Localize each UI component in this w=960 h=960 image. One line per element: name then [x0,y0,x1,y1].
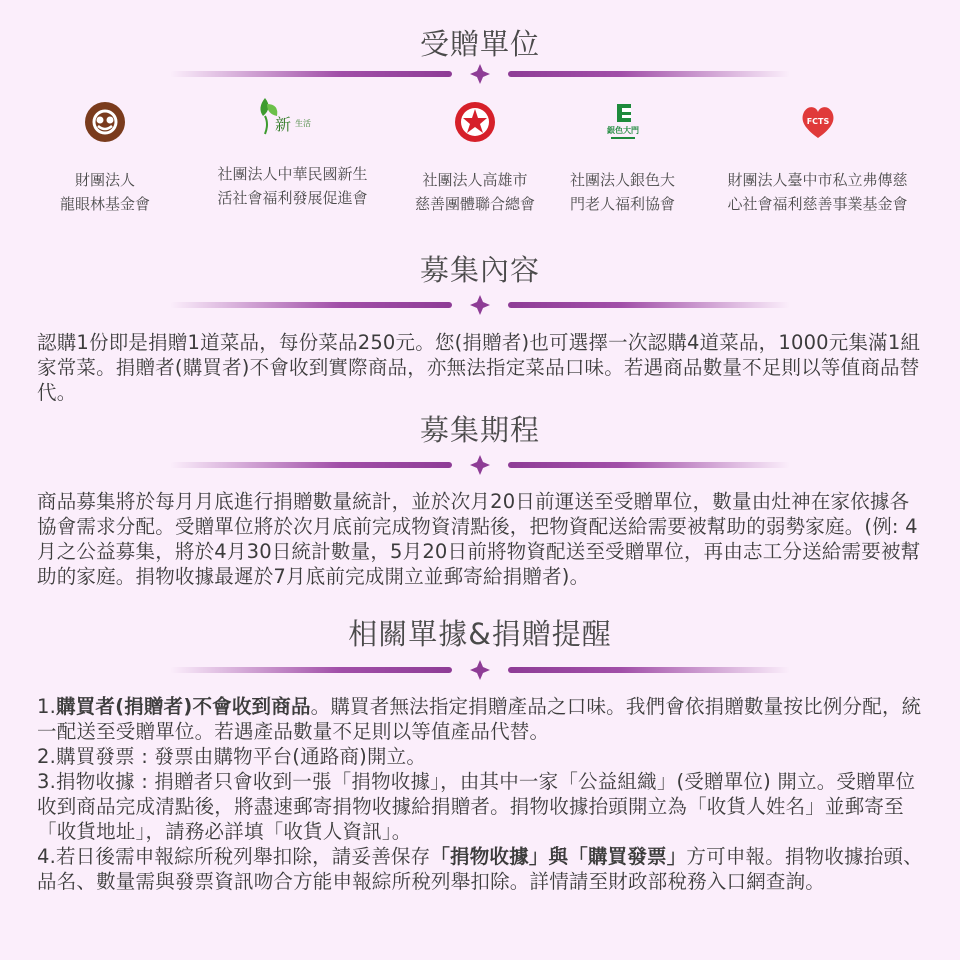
org-name-line1: 社團法人高雄市 [422,171,528,189]
org-name-line2: 慈善團體聯合總會 [414,195,535,213]
org-silver-gate [555,100,690,216]
recipients-title: 受贈單位 [419,27,540,61]
period-text: 商品募集將於每月月底進行捐贈數量統計，並於次月20日前運送至受贈單位，數量由灶神在家依據各協會需求分配。受贈單位將於次月底前完成物資清點後，把物資配送給需要被幫助的弱勢家庭。(例: 4月之公益募集，將於4月30日統計數量，5月20日前將物資配送至受贈單位，再由志工分送給需要被幫助的家庭。捐物收據最遲於7月底前完成開立並郵寄給捐贈者)。 [37,490,921,588]
section-divider [170,295,790,315]
kaohsiung-charity-logo-icon [453,100,497,144]
note-2: 2.購買發票 : 發票由購物平台(通路商)開立。 [37,745,427,768]
section-divider [170,64,790,84]
content-title: 募集內容 [419,253,540,287]
svg-text:生活: 生活 [294,119,311,128]
section-divider [170,455,790,475]
note-3: 3.捐物收據 : 捐贈者只會收到一張「捐物收據」，由其中一家「公益組織」(受贈單位) 開立。受贈單位收到商品完成清點後，將盡速郵寄捐物收據給捐贈者。捐物收據抬頭開立為「收貨人姓名」並郵寄至「收貨地址」，請務必詳填「收貨人資訊」。 [37,770,916,843]
org-name-line1: 財團法人 [74,171,135,189]
period-title: 募集期程 [419,413,540,447]
diamond-icon [470,455,490,475]
org-kaohsiung-charity [400,100,550,216]
org-longyanlin [40,100,170,216]
notes-title: 相關單據&捐贈提醒 [348,617,612,651]
content-text: 認購1份即是捐贈1道菜品，每份菜品250元。您(捐贈者)也可選擇一次認購4道菜品，1000元集滿1組家常菜。捐贈者(購買者)不會收到實際商品，亦無法指定菜品口味。若遇商品數量不足則以等值商品替代。 [37,331,921,404]
note-1: 1.購買者(捐贈者)不會收到商品。購買者無法指定捐贈產品之口味。我們會依捐贈數量按比例分配，統一配送至受贈單位。若遇產品數量不足則以等值產品代替。 [37,695,922,743]
new-life-logo-icon [253,94,333,144]
notes-list [37,694,927,894]
svg-text:FCTS: FCTS [806,117,829,126]
org-name-line2: 門老人福利協會 [569,195,675,213]
diamond-icon [470,64,490,84]
note-4-emphasis-invoice: 「購買發票」 [568,845,687,868]
org-fcts [705,100,930,216]
note-1-emphasis: 購買者(捐贈者)不會收到商品 [56,695,311,718]
org-name-line2: 心社會福利慈善事業基金會 [727,195,908,213]
diamond-icon [470,660,490,680]
org-name-line1: 社團法人中華民國新生 [217,165,368,183]
svg-text:新: 新 [274,115,291,134]
diamond-icon [470,295,490,315]
fcts-logo-icon [796,100,840,144]
org-name-line2: 龍眼林基金會 [59,195,150,213]
silver-gate-logo-icon [601,100,645,144]
org-name-line1: 財團法人臺中市私立弗傳慈 [727,171,908,189]
note-4-emphasis-receipt: 「捐物收據」 [430,845,549,868]
org-new-life [195,100,390,210]
silver-gate-logo-text: 銀色大門 [606,126,639,135]
section-divider [170,660,790,680]
org-name-line2: 活社會福利發展促進會 [217,189,368,207]
note-4: 4.若日後需申報綜所稅列舉扣除，請妥善保存「捐物收據」與「購買發票」方可申報。捐物收據抬頭、品名、數量需與發票資訊吻合方能申報綜所稅列舉扣除。詳情請至財政部稅務入口網查詢。 [37,845,923,893]
org-name-line1: 社團法人銀色大 [569,171,675,189]
longyanlin-logo-icon [83,100,127,144]
